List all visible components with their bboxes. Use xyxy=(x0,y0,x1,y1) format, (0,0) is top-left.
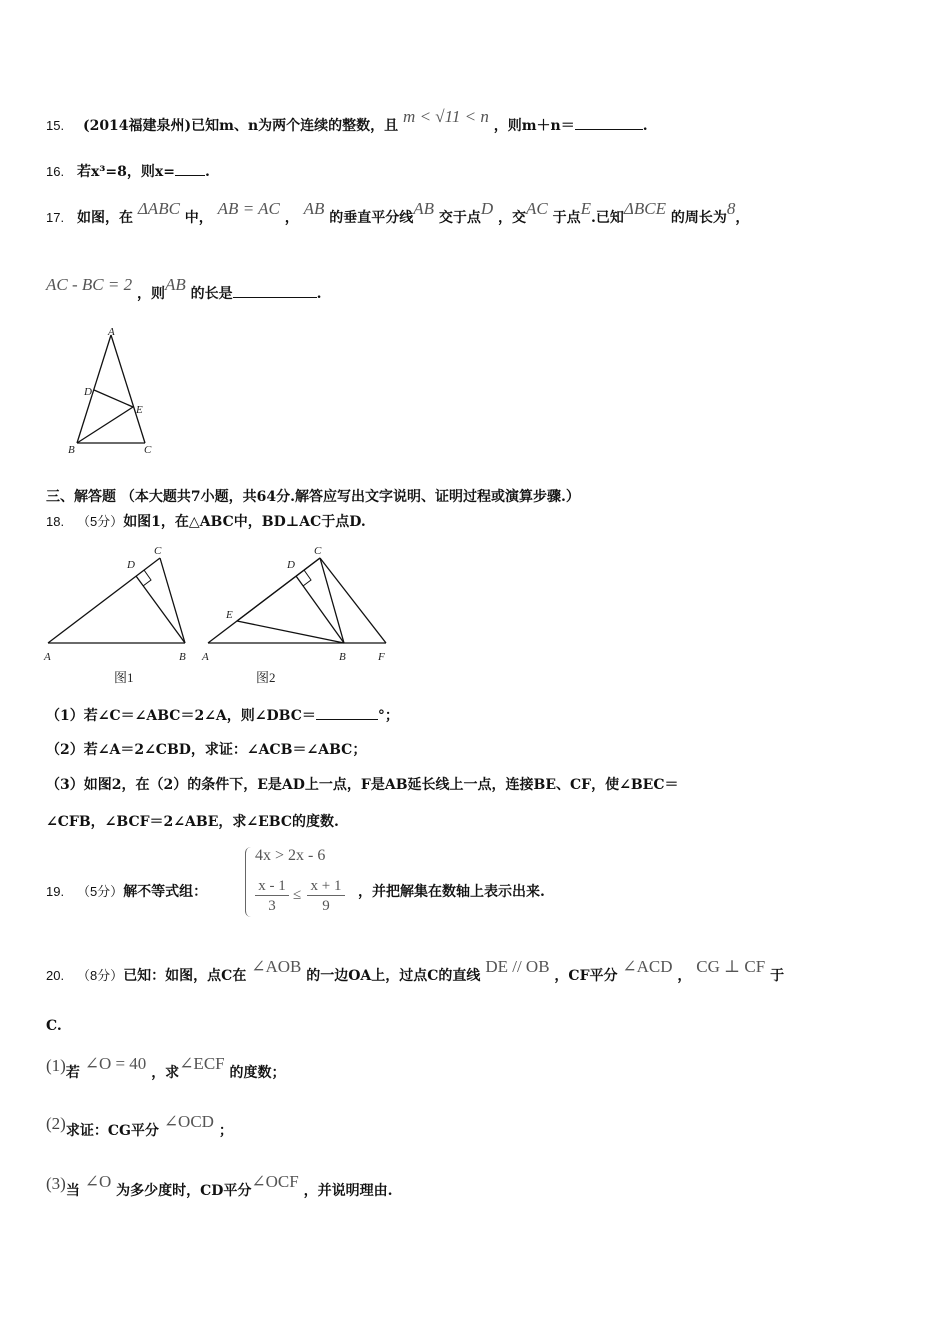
question-text: 已知：如图，点C在 xyxy=(123,968,247,984)
q18-part-1 xyxy=(46,705,399,726)
fig2-side-cb xyxy=(320,558,344,643)
section-description: （本大题共7小题，共64分.解答应写出文字说明、证明过程或演算步骤.） xyxy=(120,489,580,505)
figure-2 xyxy=(201,545,386,685)
relation-symbol: ≤ xyxy=(293,887,302,903)
fraction-1 xyxy=(255,877,289,916)
question-text: 为多少度时，CD平分 xyxy=(116,1183,252,1199)
question-text: ，则m＋n＝ xyxy=(493,118,575,134)
sub-label: (1) xyxy=(46,1056,66,1075)
question-text: 的度数； xyxy=(229,1065,286,1081)
question-18 xyxy=(46,512,366,532)
question-20 xyxy=(46,957,785,986)
math-expression: AB xyxy=(164,275,186,294)
question-17 xyxy=(46,199,750,228)
question-text: 的周长为 xyxy=(670,210,727,226)
question-text: 若x³=8，则x= xyxy=(76,164,175,180)
question-text: ， xyxy=(677,968,692,984)
question-text: 的垂直平分线 xyxy=(329,210,414,226)
question-text: 当 xyxy=(65,1183,80,1199)
math-expression: AB xyxy=(413,199,435,218)
fig1-label-a: A xyxy=(44,651,51,663)
fig2-label-f: F xyxy=(378,651,385,663)
math-expression: ∠OCF xyxy=(251,1172,299,1191)
q20-sub-3 xyxy=(46,1172,393,1201)
fig2-segment-ec xyxy=(237,558,320,621)
section-title: 三、解答题 xyxy=(46,489,116,505)
side-ab xyxy=(77,335,111,443)
side-ac xyxy=(111,335,145,443)
question-number: 20. xyxy=(46,968,65,983)
question-text: ，CF平分 xyxy=(554,968,618,984)
fig2-label-b: B xyxy=(339,651,346,663)
question-number: 17. xyxy=(46,210,65,225)
segment-be xyxy=(77,407,133,443)
sub-label: (2) xyxy=(46,1114,66,1133)
fig2-label-a: A xyxy=(202,651,209,663)
fig1-label-c: C xyxy=(154,545,162,557)
question-text: ，交 xyxy=(498,210,527,226)
segment-de xyxy=(94,390,133,407)
math-expression: ∠O xyxy=(84,1172,112,1191)
math-expression: AB = AC xyxy=(217,199,280,218)
fig1-label-d: D xyxy=(127,559,135,571)
inequality-1: 4x > 2x - 6 xyxy=(255,847,326,864)
question-text: 的一边OA上，过点C的直线 xyxy=(306,968,481,984)
fraction-2-numerator: x + 1 xyxy=(307,877,345,896)
fig1-caption: 图1 xyxy=(114,670,134,685)
math-expression: D xyxy=(480,199,494,218)
figure-1 xyxy=(43,545,186,685)
q17-triangle-figure xyxy=(60,325,160,460)
math-expression: ∠ACD xyxy=(622,957,673,976)
question-number: 16. xyxy=(46,164,65,179)
math-expression: ∠O = 40 xyxy=(84,1054,147,1073)
question-text: 如图，在 xyxy=(76,210,133,226)
question-16 xyxy=(46,161,210,182)
q20-cont: C. xyxy=(46,1018,62,1034)
question-text: 求证：CG平分 xyxy=(65,1123,159,1139)
q18-part-2: （2）若∠A＝2∠CBD，求证：∠ACB＝∠ABC； xyxy=(46,742,367,758)
fig2-label-c: C xyxy=(314,545,322,557)
math-expression: E xyxy=(580,199,592,218)
question-text: ，则 xyxy=(136,286,165,302)
punctuation: . xyxy=(316,286,322,302)
question-text: 中， xyxy=(184,210,213,226)
fig1-label-b: B xyxy=(179,651,186,663)
question-text: ， xyxy=(735,210,750,226)
math-expression: ∠OCD xyxy=(163,1112,214,1131)
question-text: .已知 xyxy=(591,210,624,226)
question-text: 的长是 xyxy=(190,286,233,302)
q18-part-3-cont: ∠CFB，∠BCF＝2∠ABE，求∠EBC的度数. xyxy=(46,814,339,830)
punctuation: . xyxy=(204,164,210,180)
answer-blank[interactable] xyxy=(575,115,643,130)
math-expression: AB xyxy=(303,199,325,218)
fig2-label-e: E xyxy=(226,609,233,621)
fig2-caption: 图2 xyxy=(256,670,276,685)
fraction-2-denominator: 9 xyxy=(322,898,330,914)
math-expression: ΔABC xyxy=(137,199,180,218)
fig2-segment-cf xyxy=(320,558,386,643)
punctuation: . xyxy=(642,118,648,134)
math-expression: ΔBCE xyxy=(623,199,667,218)
answer-blank[interactable] xyxy=(233,283,317,298)
question-19 xyxy=(46,882,207,902)
question-points: （5分） xyxy=(76,884,124,899)
question-text: °； xyxy=(377,708,399,724)
question-number: 18. xyxy=(46,514,65,529)
fraction-1-denominator: 3 xyxy=(268,898,276,914)
fig1-side-cb xyxy=(160,558,185,643)
fig2-label-d: D xyxy=(287,559,295,571)
question-text: ； xyxy=(218,1123,233,1139)
question-15 xyxy=(46,107,648,136)
math-expression: ∠ECF xyxy=(179,1054,225,1073)
answer-blank[interactable] xyxy=(316,705,378,720)
question-text: 解不等式组： xyxy=(123,884,208,900)
question-text: 交于点 xyxy=(438,210,481,226)
math-expression: DE // OB xyxy=(485,957,550,976)
label-c: C xyxy=(144,444,152,456)
inequality-system xyxy=(245,843,355,921)
fig1-right-angle xyxy=(143,570,151,586)
section-3-header xyxy=(46,487,580,507)
question-source: (2014福建泉州) xyxy=(82,118,192,134)
question-number: 15. xyxy=(46,118,65,133)
question-points: （5分） xyxy=(76,514,124,529)
q18-part-3: （3）如图2，在（2）的条件下，E是AD上一点，F是AB延长线上一点，连接BE、CF，使∠BEC＝ xyxy=(46,777,679,793)
math-expression: m < √11 < n xyxy=(403,107,489,126)
math-expression: ∠AOB xyxy=(251,957,302,976)
answer-blank[interactable] xyxy=(175,161,205,176)
question-text: 如图1，在△ABC中，BD⊥AC于点D. xyxy=(123,514,366,530)
math-expression: 8 xyxy=(726,199,736,218)
question-text: ， xyxy=(284,210,299,226)
fig1-side-ac xyxy=(48,558,160,643)
math-expression: CG ⊥ CF xyxy=(696,957,766,976)
system-brace xyxy=(245,847,252,917)
math-expression: AC - BC = 2 xyxy=(46,275,133,294)
fraction-2 xyxy=(307,877,345,916)
math-expression: AC xyxy=(526,199,548,218)
q18-figures xyxy=(40,538,400,688)
label-d: D xyxy=(84,386,92,398)
q20-sub-2 xyxy=(46,1112,233,1141)
question-text: 于点 xyxy=(552,210,581,226)
label-b: B xyxy=(68,444,75,456)
question-number: 19. xyxy=(46,884,65,899)
question-points: （8分） xyxy=(76,968,124,983)
fraction-1-numerator: x - 1 xyxy=(255,877,289,896)
question-text: 已知m、n为两个连续的整数，且 xyxy=(191,118,399,134)
question-text: ，求 xyxy=(151,1065,180,1081)
question-17-line-2 xyxy=(46,275,322,304)
fig2-segment-be xyxy=(237,621,344,643)
question-text: 若 xyxy=(65,1065,80,1081)
label-e: E xyxy=(136,404,143,416)
q19-tail: ，并把解集在数轴上表示出来. xyxy=(358,884,545,900)
fig2-right-angle xyxy=(303,570,311,586)
question-text: （1）若∠C＝∠ABC＝2∠A，则∠DBC＝ xyxy=(46,708,316,724)
question-text: 于 xyxy=(770,968,785,984)
question-text: ，并说明理由. xyxy=(303,1183,393,1199)
q20-sub-1 xyxy=(46,1054,286,1083)
sub-label: (3) xyxy=(46,1174,66,1193)
label-a: A xyxy=(108,326,115,338)
